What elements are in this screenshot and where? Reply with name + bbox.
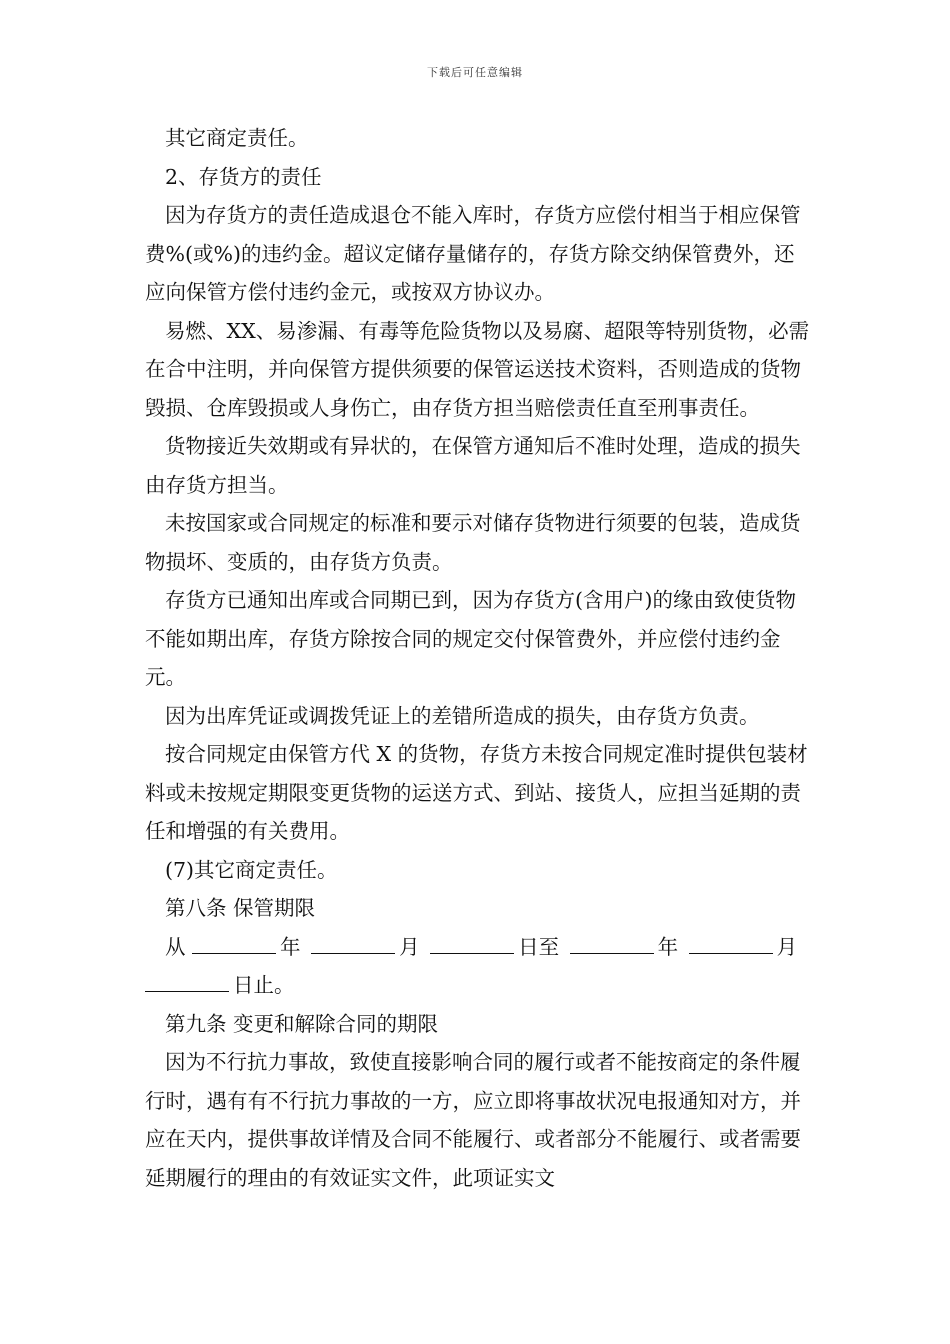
blank-year-2[interactable] bbox=[570, 935, 654, 954]
term-month-2: 月 bbox=[776, 934, 798, 959]
term-year-1: 年 bbox=[280, 934, 301, 959]
paragraph-dangerous-goods: 易燃、XX、易渗漏、有毒等危险货物以及易腐、超限等特别货物，必需在合中注明，并向保管方提供须要的保管运送技术资料，否则造成的货物毁损、仓库毁损或人身伤亡，由存货方担当赔偿责任直至刑事责任。 bbox=[145, 318, 810, 420]
blank-month-2[interactable] bbox=[689, 935, 773, 954]
term-from: 从 bbox=[165, 934, 186, 959]
storage-term-line bbox=[145, 928, 810, 967]
paragraph-expiry-goods: 货物接近失效期或有异状的，在保管方通知后不准时处理，造成的损失由存货方担当。 bbox=[145, 434, 801, 497]
term-year-2: 年 bbox=[657, 934, 679, 959]
section-heading-depositor-responsibility: 2、存货方的责任 bbox=[165, 164, 322, 189]
paragraph-packaging: 未按国家或合同规定的标准和要示对储存货物进行须要的包装，造成货物损坏、变质的，由存货方负责。 bbox=[145, 511, 801, 574]
paragraph-force-majeure: 因为不行抗力事故，致使直接影响合同的履行或者不能按商定的条件履行时，遇有有不行抗力事故的一方，应立即将事故状况电报通知对方，并应在天内，提供事故详情及合同不能履行、或者部分不能履行、或者需要延期履行的理由的有效证实文件，此项证实文 bbox=[145, 1050, 801, 1190]
blank-year-1[interactable] bbox=[192, 935, 276, 954]
paragraph-voucher-error: 因为出库凭证或调拨凭证上的差错所造成的损失，由存货方负责。 bbox=[165, 703, 760, 728]
blank-day-1[interactable] bbox=[430, 935, 514, 954]
page-header: 下载后可任意编辑 bbox=[427, 66, 523, 79]
storage-term-line-end bbox=[145, 966, 810, 1005]
paragraph-packaging-materials: 按合同规定由保管方代 X 的货物，存货方未按合同规定准时提供包装材料或未按规定期限变更货物的运送方式、到站、接货人，应担当延期的责任和增强的有关费用。 bbox=[145, 742, 808, 843]
term-month-1: 月 bbox=[399, 934, 420, 959]
paragraph-outbound-delay: 存货方已通知出库或合同期已到，因为存货方(含用户)的缘由致使货物不能如期出库，存货方除按合同的规定交付保管费外，并应偿付违约金元。 bbox=[145, 588, 796, 689]
term-end: 日止。 bbox=[233, 973, 295, 997]
paragraph-other-agreed: (7)其它商定责任。 bbox=[165, 857, 338, 882]
blank-day-2[interactable] bbox=[145, 973, 229, 992]
article-8-heading: 第八条 保管期限 bbox=[165, 896, 316, 920]
paragraph-refund-penalty: 因为存货方的责任造成退仓不能入库时，存货方应偿付相当于相应保管费%(或%)的违约金。超议定储存量储存的，存货方除交纳保管费外，还应向保管方偿付违约金元，或按双方协议办。 bbox=[145, 203, 801, 304]
term-day-to: 日至 bbox=[518, 934, 560, 959]
document-body bbox=[145, 119, 810, 1197]
blank-month-1[interactable] bbox=[311, 935, 395, 954]
article-9-heading: 第九条 变更和解除合同的期限 bbox=[165, 1011, 439, 1036]
paragraph-other-responsibility: 其它商定责任。 bbox=[165, 126, 309, 150]
